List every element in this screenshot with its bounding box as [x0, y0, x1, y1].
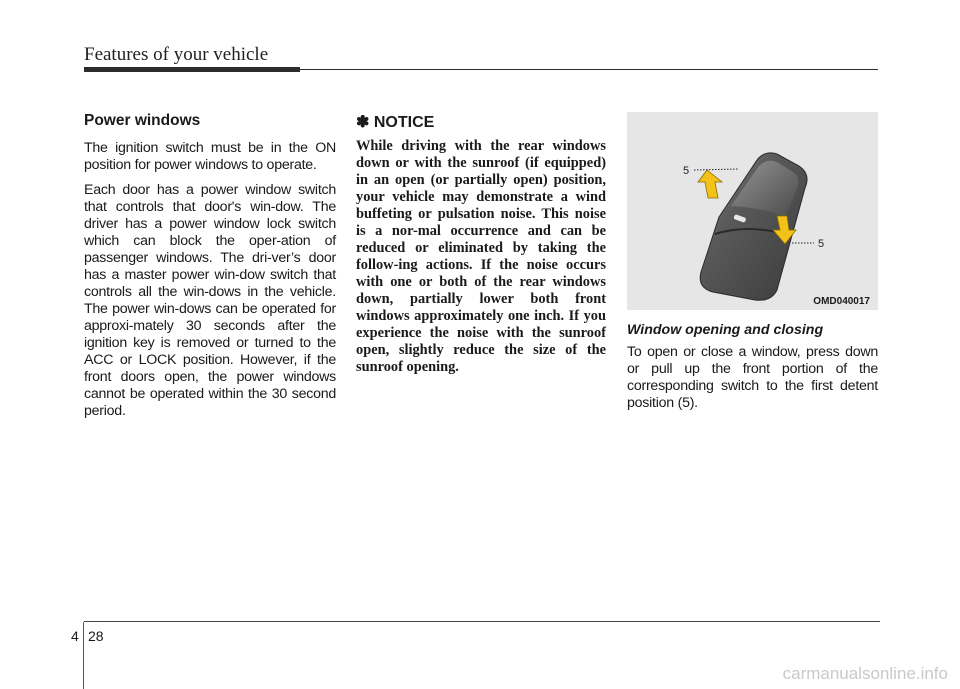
footer-rule	[84, 621, 880, 622]
label-5-bottom: 5	[818, 238, 825, 250]
window-text: To open or close a window, press down or pull up the front portion of the corresponding switch to the first detent position (5).	[627, 344, 878, 411]
notice-heading: ✽ NOTICE	[356, 114, 435, 131]
window-switch-illustration	[627, 112, 878, 310]
power-windows-heading: Power windows	[84, 112, 201, 129]
notice-column	[356, 112, 606, 376]
header-bar	[84, 67, 300, 72]
footer-divider	[83, 622, 84, 689]
power-windows-paragraph-2: Each door has a power window switch that controls that door's win-dow. The driver has a power window lock switch which can block the oper-ation of passenger windows. The dri-ver’s door has a master power win-dow switch that controls all the win-dows in the vehicle. The power win-dows can be operated for approxi-mately 30 seconds after the ignition key is removed or turned to the ACC or LOCK position. However, if the front doors open, the power windows cannot be operated within the 30 second period.	[84, 182, 336, 419]
footer-chapter-number: 4	[71, 628, 79, 644]
header-title: Features of your vehicle	[84, 44, 269, 65]
leader-line-top	[694, 169, 739, 170]
power-windows-column	[84, 112, 336, 428]
footer-page-number: 28	[88, 628, 104, 644]
header-rule	[300, 69, 878, 70]
power-windows-paragraph-1: The ignition switch must be in the ON position for power windows to operate.	[84, 140, 336, 173]
up-arrow	[698, 170, 722, 198]
window-switch-figure	[627, 112, 878, 310]
notice-text: While driving with the rear windows down or with the sunroof (if equipped) in an open (or partially open) position, your vehicle may demonstrate a wind buffeting or pulsation noise. This noise is a nor-mal occurrence and can be reduced or eliminated by taking the follow-ing actions. If the noise occurs with one or both of the rear windows down, partially lower both front windows approximately one inch. If you experience the noise with the sunroof open, slightly reduce the size of the sunroof opening.	[356, 138, 606, 375]
window-caption: Window opening and closing	[627, 322, 824, 338]
watermark: carmanualsonline.info	[782, 664, 948, 683]
label-5-top: 5	[683, 165, 690, 177]
figure-code: OMD040017	[813, 296, 870, 307]
window-column	[627, 112, 878, 420]
